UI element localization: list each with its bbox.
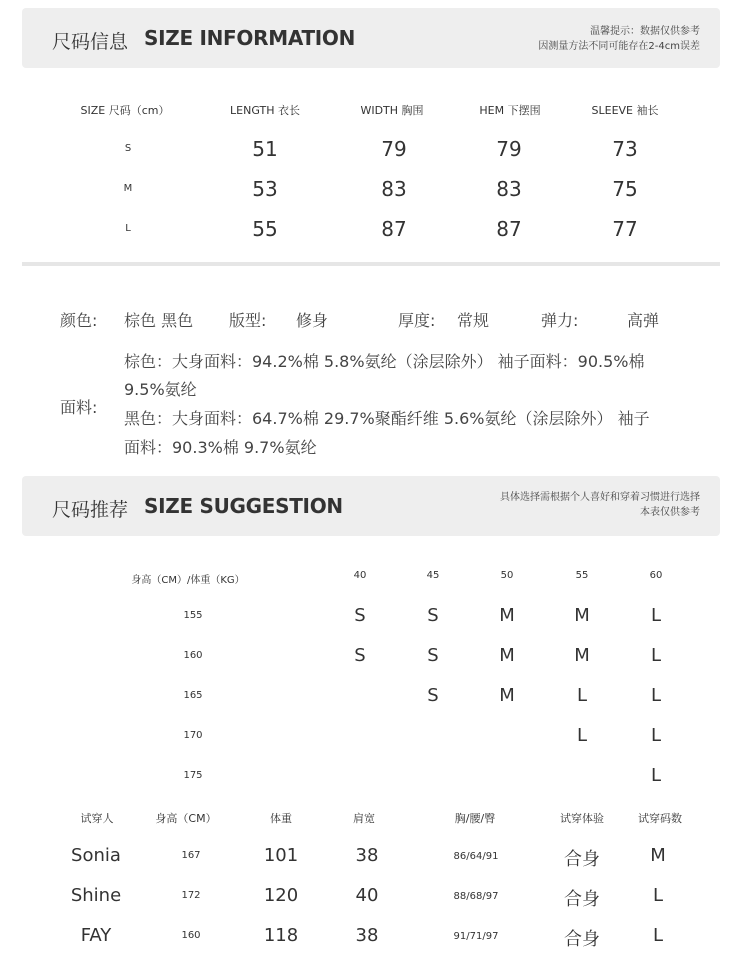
size-info-header: WIDTH 胸围 bbox=[360, 104, 424, 117]
hem-value: 83 bbox=[496, 177, 522, 201]
size-suggestion-note-line1: 具体选择需根据个人喜好和穿着习惯进行选择 bbox=[500, 492, 700, 503]
suggested-size: L bbox=[576, 725, 588, 746]
length-value: 51 bbox=[252, 137, 278, 161]
elasticity-value: 高弹 bbox=[627, 311, 660, 330]
try-on-header: 试穿人 bbox=[80, 812, 114, 825]
fit-label: 版型: bbox=[229, 311, 267, 330]
suggested-size: S bbox=[354, 605, 366, 626]
suggested-size: L bbox=[650, 725, 662, 746]
suggested-size: M bbox=[499, 685, 515, 706]
try-on-header: 肩宽 bbox=[353, 812, 375, 825]
try-on-header: 身高（CM） bbox=[155, 812, 217, 825]
model-fit: 合身 bbox=[564, 849, 600, 870]
hem-value: 87 bbox=[496, 217, 522, 241]
model-size: M bbox=[650, 845, 666, 866]
model-bwh: 88/68/97 bbox=[453, 891, 499, 902]
model-bwh: 91/71/97 bbox=[453, 931, 499, 942]
sleeve-value: 75 bbox=[612, 177, 638, 201]
fabric-line: 面料：90.3%棉 9.7%氨纶 bbox=[124, 438, 317, 457]
model-size: L bbox=[652, 885, 664, 906]
size-label: L bbox=[125, 223, 131, 234]
model-weight: 101 bbox=[263, 845, 299, 866]
model-weight: 120 bbox=[263, 885, 299, 906]
width-value: 83 bbox=[381, 177, 407, 201]
try-on-header: 体重 bbox=[270, 812, 292, 825]
size-suggestion-title-en: SIZE SUGGESTION bbox=[144, 494, 343, 518]
size-info-banner bbox=[22, 8, 720, 68]
elasticity-label: 弹力: bbox=[541, 311, 579, 330]
fabric-line: 棕色：大身面料：94.2%棉 5.8%氨纶（涂层除外） 袖子面料：90.5%棉 bbox=[124, 352, 645, 371]
suggested-size: L bbox=[650, 685, 662, 706]
fit-value: 修身 bbox=[296, 311, 329, 330]
width-value: 87 bbox=[381, 217, 407, 241]
size-info-header: SLEEVE 袖长 bbox=[591, 104, 659, 117]
model-name: FAY bbox=[80, 925, 112, 946]
sleeve-value: 73 bbox=[612, 137, 638, 161]
color-value: 棕色 黑色 bbox=[124, 311, 194, 330]
length-value: 55 bbox=[252, 217, 278, 241]
suggested-size: M bbox=[499, 605, 515, 626]
weight-header: 60 bbox=[649, 570, 663, 581]
size-suggestion-title-cn: 尺码推荐 bbox=[52, 499, 129, 521]
width-value: 79 bbox=[381, 137, 407, 161]
sleeve-value: 77 bbox=[612, 217, 638, 241]
suggested-size: L bbox=[650, 765, 662, 786]
suggested-size: M bbox=[499, 645, 515, 666]
size-info-header: HEM 下摆围 bbox=[479, 104, 541, 117]
model-weight: 118 bbox=[263, 925, 299, 946]
size-info-note bbox=[538, 24, 700, 54]
size-label: S bbox=[124, 143, 132, 154]
suggested-size: M bbox=[574, 605, 590, 626]
try-on-header: 试穿码数 bbox=[638, 812, 682, 825]
size-info-header: LENGTH 衣长 bbox=[230, 104, 300, 117]
size-suggestion-banner bbox=[22, 476, 720, 536]
size-info-title-en: SIZE INFORMATION bbox=[144, 26, 356, 50]
model-bwh: 86/64/91 bbox=[453, 851, 499, 862]
model-shoulder: 38 bbox=[355, 925, 379, 946]
model-shoulder: 40 bbox=[355, 885, 379, 906]
size-suggestion-note-line2: 本表仅供参考 bbox=[640, 507, 700, 518]
weight-header: 55 bbox=[575, 570, 589, 581]
suggested-size: M bbox=[574, 645, 590, 666]
model-height: 160 bbox=[181, 930, 201, 941]
thickness-label: 厚度: bbox=[398, 311, 436, 330]
suggested-size: L bbox=[576, 685, 588, 706]
suggested-size: L bbox=[650, 605, 662, 626]
size-label: M bbox=[123, 183, 133, 194]
model-shoulder: 38 bbox=[355, 845, 379, 866]
fabric-label: 面料: bbox=[60, 398, 98, 417]
thickness-value: 常规 bbox=[457, 311, 490, 330]
weight-header: 45 bbox=[426, 570, 440, 581]
model-size: L bbox=[652, 925, 664, 946]
suggested-size: S bbox=[354, 645, 366, 666]
model-fit: 合身 bbox=[564, 929, 600, 950]
try-on-header: 胸/腰/臀 bbox=[454, 812, 496, 825]
size-info-header: SIZE 尺码（cm） bbox=[80, 104, 170, 117]
suggested-size: S bbox=[427, 645, 439, 666]
size-info-title-cn: 尺码信息 bbox=[52, 31, 129, 53]
suggested-size: S bbox=[427, 605, 439, 626]
model-name: Sonia bbox=[71, 845, 121, 866]
model-name: Shine bbox=[70, 885, 122, 906]
height-label: 165 bbox=[183, 690, 203, 701]
try-on-header: 试穿体验 bbox=[560, 812, 604, 825]
height-label: 160 bbox=[183, 650, 203, 661]
corner-label: 身高（CM）/体重（KG） bbox=[131, 575, 245, 586]
model-height: 167 bbox=[181, 850, 201, 861]
section-divider bbox=[22, 262, 720, 266]
color-label: 颜色: bbox=[60, 311, 98, 330]
model-height: 172 bbox=[181, 890, 201, 901]
height-label: 170 bbox=[183, 730, 203, 741]
fabric-line: 9.5%氨纶 bbox=[124, 380, 197, 399]
weight-header: 40 bbox=[353, 570, 367, 581]
model-fit: 合身 bbox=[564, 889, 600, 910]
size-info-note-line2: 因测量方法不同可能存在2-4cm误差 bbox=[538, 41, 700, 52]
length-value: 53 bbox=[252, 177, 278, 201]
weight-header: 50 bbox=[500, 570, 514, 581]
suggested-size: S bbox=[427, 685, 439, 706]
suggested-size: L bbox=[650, 645, 662, 666]
fabric-line: 黑色：大身面料：64.7%棉 29.7%聚酯纤维 5.6%氨纶（涂层除外） 袖子 bbox=[124, 409, 650, 428]
hem-value: 79 bbox=[496, 137, 522, 161]
size-info-note-line1: 温馨提示：数据仅供参考 bbox=[590, 26, 700, 37]
height-label: 175 bbox=[183, 770, 203, 781]
height-label: 155 bbox=[183, 610, 203, 621]
size-suggestion-note bbox=[500, 490, 700, 520]
